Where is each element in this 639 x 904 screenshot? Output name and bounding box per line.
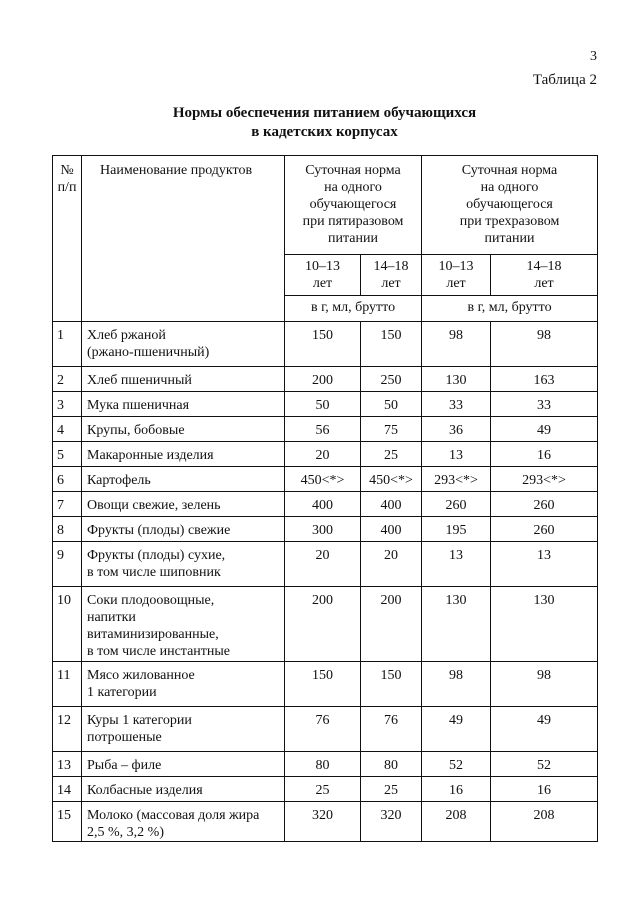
table-row <box>53 707 598 752</box>
five-meals-10-13-value: 200 <box>285 367 361 392</box>
header-age-line: 14–18 <box>373 259 409 274</box>
three-meals-14-18-value: 208 <box>491 802 598 842</box>
nutrition-norms-table <box>52 155 598 842</box>
product-name-line: Куры 1 категории <box>87 713 192 728</box>
five-meals-10-13-value: 50 <box>285 392 361 417</box>
five-meals-14-18-value: 400 <box>361 517 422 542</box>
header-age-line: лет <box>312 276 333 291</box>
header-five-meals-line: питании <box>328 231 378 246</box>
table-row <box>53 662 598 707</box>
row-number: 3 <box>53 392 82 417</box>
row-number: 4 <box>53 417 82 442</box>
header-three-meals-line: питании <box>484 231 535 246</box>
five-meals-10-13-value: 450<*> <box>285 467 361 492</box>
three-meals-14-18-value: 98 <box>491 662 598 707</box>
three-meals-10-13-value: 98 <box>422 662 491 707</box>
product-name <box>82 492 285 517</box>
table-row <box>53 322 598 367</box>
product-name <box>82 802 285 842</box>
three-meals-10-13-value: 130 <box>422 367 491 392</box>
table-header <box>53 156 598 322</box>
five-meals-10-13-value: 320 <box>285 802 361 842</box>
five-meals-14-18-value: 450<*> <box>361 467 422 492</box>
three-meals-10-13-value: 260 <box>422 492 491 517</box>
five-meals-14-18-value: 150 <box>361 662 422 707</box>
table-label: Таблица 2 <box>532 72 597 88</box>
table-row <box>53 752 598 777</box>
three-meals-10-13-value: 52 <box>422 752 491 777</box>
header-five-meals-line: на одного <box>324 180 382 195</box>
page-number: 3 <box>590 49 597 64</box>
five-meals-10-13-value: 76 <box>285 707 361 752</box>
product-name <box>82 467 285 492</box>
five-meals-10-13-value: 56 <box>285 417 361 442</box>
three-meals-14-18-value: 260 <box>491 517 598 542</box>
product-name-line: Молоко (массовая доля жира <box>87 808 260 823</box>
header-age-14-18 <box>361 255 422 296</box>
table-row <box>53 442 598 467</box>
three-meals-14-18-value: 49 <box>491 707 598 752</box>
three-meals-14-18-value: 16 <box>491 777 598 802</box>
three-meals-10-13-value: 195 <box>422 517 491 542</box>
five-meals-14-18-value: 200 <box>361 587 422 662</box>
three-meals-10-13-value: 36 <box>422 417 491 442</box>
product-name-line: Макаронные изделия <box>87 448 214 463</box>
product-name-line: витаминизированные, <box>87 627 219 642</box>
table-row <box>53 802 598 842</box>
three-meals-10-13-value: 98 <box>422 322 491 367</box>
five-meals-14-18-value: 50 <box>361 392 422 417</box>
header-three-meals-line: на одного <box>480 180 539 195</box>
five-meals-10-13-value: 150 <box>285 322 361 367</box>
five-meals-14-18-value: 76 <box>361 707 422 752</box>
table-row <box>53 542 598 587</box>
row-number: 5 <box>53 442 82 467</box>
table-body <box>53 322 598 842</box>
product-name-line: 2,5 %, 3,2 %) <box>87 825 164 840</box>
product-name-line: Крупы, бобовые <box>87 423 185 438</box>
header-number-line: № <box>60 163 74 178</box>
five-meals-10-13-value: 20 <box>285 542 361 587</box>
table-row <box>53 492 598 517</box>
three-meals-10-13-value: 208 <box>422 802 491 842</box>
five-meals-10-13-value: 80 <box>285 752 361 777</box>
three-meals-10-13-value: 16 <box>422 777 491 802</box>
row-number: 10 <box>53 587 82 662</box>
three-meals-14-18-value: 49 <box>491 417 598 442</box>
three-meals-14-18-value: 52 <box>491 752 598 777</box>
header-age-line: 10–13 <box>305 259 340 274</box>
product-name <box>82 322 285 367</box>
product-name-line: потрошеные <box>87 730 162 745</box>
five-meals-14-18-value: 320 <box>361 802 422 842</box>
three-meals-14-18-value: 33 <box>491 392 598 417</box>
product-name-line: Картофель <box>87 473 151 488</box>
five-meals-14-18-value: 150 <box>361 322 422 367</box>
row-number: 11 <box>53 662 82 707</box>
three-meals-14-18-value: 293<*> <box>491 467 598 492</box>
three-meals-10-13-value: 130 <box>422 587 491 662</box>
table-row <box>53 517 598 542</box>
five-meals-10-13-value: 400 <box>285 492 361 517</box>
five-meals-14-18-value: 80 <box>361 752 422 777</box>
product-name <box>82 752 285 777</box>
five-meals-10-13-value: 300 <box>285 517 361 542</box>
product-name-line: Мясо жилованное <box>87 668 195 683</box>
three-meals-14-18-value: 13 <box>491 542 598 587</box>
product-name-line: Мука пшеничная <box>87 398 190 413</box>
row-number: 14 <box>53 777 82 802</box>
five-meals-14-18-value: 25 <box>361 442 422 467</box>
product-name-line: Хлеб ржаной <box>87 328 166 343</box>
product-name <box>82 542 285 587</box>
three-meals-14-18-value: 98 <box>491 322 598 367</box>
five-meals-14-18-value: 25 <box>361 777 422 802</box>
row-number: 15 <box>53 802 82 842</box>
row-number: 6 <box>53 467 82 492</box>
product-name-line: Овощи свежие, зелень <box>87 498 221 513</box>
row-number: 2 <box>53 367 82 392</box>
five-meals-10-13-value: 25 <box>285 777 361 802</box>
product-name <box>82 517 285 542</box>
table-row <box>53 777 598 802</box>
header-age-10-13 <box>422 255 491 296</box>
five-meals-10-13-value: 20 <box>285 442 361 467</box>
table-row <box>53 392 598 417</box>
five-meals-14-18-value: 400 <box>361 492 422 517</box>
header-age-10-13 <box>285 255 361 296</box>
title-line-1: Нормы обеспечения питанием обучающихся <box>172 105 477 121</box>
product-name-line: в том числе шиповник <box>87 565 221 580</box>
row-number: 13 <box>53 752 82 777</box>
product-name-line: Соки плодоовощные, <box>87 593 215 608</box>
row-number: 9 <box>53 542 82 587</box>
header-number-line: п/п <box>57 180 77 195</box>
product-name-line: напитки <box>87 610 136 625</box>
document-title <box>0 104 639 142</box>
product-name-line: Фрукты (плоды) свежие <box>87 523 231 538</box>
three-meals-10-13-value: 49 <box>422 707 491 752</box>
header-age-line: лет <box>381 276 401 291</box>
product-name <box>82 392 285 417</box>
row-number: 8 <box>53 517 82 542</box>
five-meals-10-13-value: 150 <box>285 662 361 707</box>
table-row <box>53 467 598 492</box>
product-name-line: Рыба – филе <box>87 758 162 773</box>
header-unit: в г, мл, брутто <box>285 296 422 322</box>
three-meals-10-13-value: 13 <box>422 542 491 587</box>
table-row <box>53 587 598 662</box>
product-name-line: 1 категории <box>87 685 157 700</box>
title-line-2: в кадетских корпусах <box>251 124 398 140</box>
five-meals-14-18-value: 20 <box>361 542 422 587</box>
row-number: 12 <box>53 707 82 752</box>
row-number: 1 <box>53 322 82 367</box>
header-five-meals-line: Суточная норма <box>305 163 401 178</box>
five-meals-10-13-value: 200 <box>285 587 361 662</box>
product-name-line: Колбасные изделия <box>87 783 203 798</box>
header-unit: в г, мл, брутто <box>422 296 598 322</box>
header-age-line: 10–13 <box>438 259 474 274</box>
header-age-line: лет <box>446 276 466 291</box>
three-meals-14-18-value: 163 <box>491 367 598 392</box>
header-three-meals <box>422 156 598 255</box>
product-name <box>82 707 285 752</box>
three-meals-10-13-value: 293<*> <box>422 467 491 492</box>
header-five-meals-line: обучающегося <box>309 197 397 212</box>
header-age-line: лет <box>534 276 554 291</box>
five-meals-14-18-value: 75 <box>361 417 422 442</box>
table-row <box>53 417 598 442</box>
three-meals-14-18-value: 16 <box>491 442 598 467</box>
product-name <box>82 777 285 802</box>
header-age-14-18 <box>491 255 598 296</box>
row-number: 7 <box>53 492 82 517</box>
three-meals-14-18-value: 130 <box>491 587 598 662</box>
three-meals-14-18-value: 260 <box>491 492 598 517</box>
product-name-line: Фрукты (плоды) сухие, <box>87 548 226 563</box>
product-name <box>82 587 285 662</box>
product-name-line: в том числе инстантные <box>87 644 231 659</box>
header-number <box>53 156 82 322</box>
table-row <box>53 367 598 392</box>
header-five-meals-line: при пятиразовом <box>302 214 404 229</box>
product-name-line: (ржано-пшеничный) <box>87 345 210 360</box>
header-three-meals-line: при трехразовом <box>459 214 560 229</box>
header-product-name: Наименование продуктов <box>82 156 285 322</box>
product-name <box>82 417 285 442</box>
three-meals-10-13-value: 33 <box>422 392 491 417</box>
product-name <box>82 442 285 467</box>
product-name-line: Хлеб пшеничный <box>87 373 192 388</box>
product-name <box>82 662 285 707</box>
header-three-meals-line: обучающегося <box>466 197 553 212</box>
header-five-meals <box>285 156 422 255</box>
header-three-meals-line: Суточная норма <box>461 163 558 178</box>
three-meals-10-13-value: 13 <box>422 442 491 467</box>
header-age-line: 14–18 <box>526 259 562 274</box>
product-name <box>82 367 285 392</box>
five-meals-14-18-value: 250 <box>361 367 422 392</box>
